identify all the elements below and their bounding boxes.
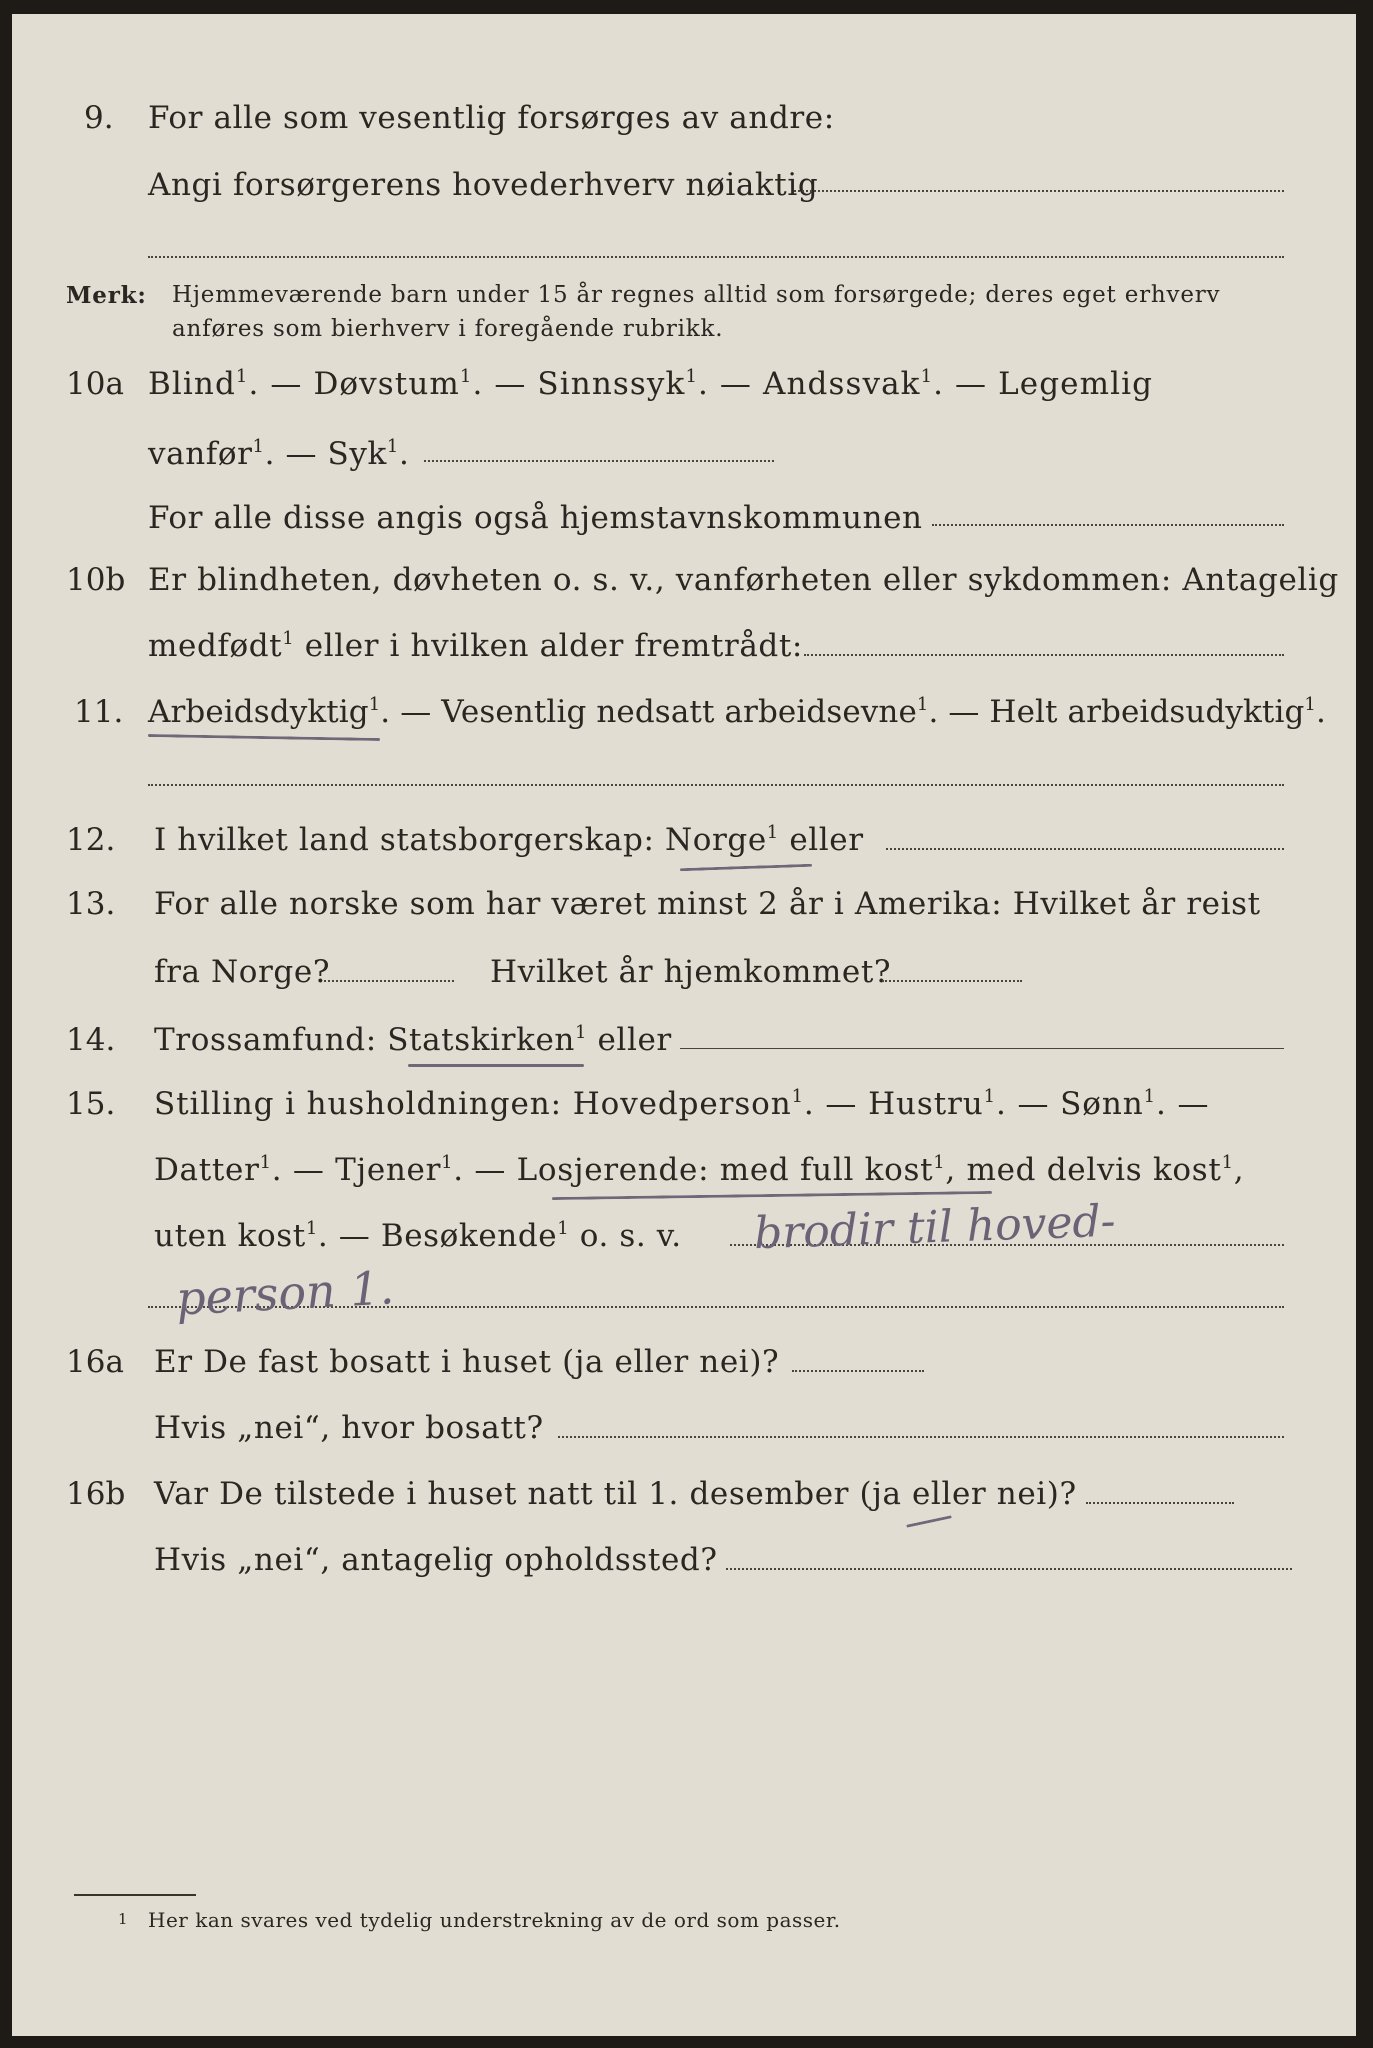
q15-line1: Stilling i husholdningen: Hovedperson$^1$. — Hustru$^1$. — Sønn$^1$. — xyxy=(154,1086,1210,1122)
q16b-number: 16b xyxy=(66,1476,126,1512)
census-form-page xyxy=(12,14,1356,2036)
q10b-line1: Er blindheten, døvheten o. s. v., vanførheten eller sykdommen: Antagelig xyxy=(148,562,1339,598)
q11-line: Arbeidsdyktig$^1$. — Vesentlig nedsatt arbeidsevne$^1$. — Helt arbeidsudyktig$^1$. xyxy=(148,694,1326,730)
q15-pencil-underline xyxy=(552,1191,992,1200)
q9-line2: Angi forsørgerens hovederhverv nøiaktig xyxy=(148,167,819,203)
q10a-line2: vanfør$^1$. — Syk$^1$. xyxy=(148,436,410,472)
q16a-line1: Er De fast bosatt i huset (ja eller nei)? xyxy=(154,1344,780,1380)
q13-number: 13. xyxy=(66,886,116,922)
q10b-number: 10b xyxy=(66,562,126,598)
q12-answer-line[interactable] xyxy=(886,848,1284,850)
q11-pencil-underline xyxy=(148,734,380,741)
q12-number: 12. xyxy=(66,822,116,858)
q14-number: 14. xyxy=(66,1022,116,1058)
q10a-hjemstavn-answer-line[interactable] xyxy=(932,524,1284,526)
q15-line2: Datter$^1$. — Tjener$^1$. — Losjerende: med full kost$^1$, med delvis kost$^1$, xyxy=(154,1152,1245,1188)
merk-line1: Hjemmeværende barn under 15 år regnes alltid som forsørgede; deres eget erhverv xyxy=(172,282,1221,308)
q10a-number: 10a xyxy=(66,366,124,402)
q16b-opholdssted-answer-line[interactable] xyxy=(726,1568,1292,1570)
q9-number: 9. xyxy=(84,100,114,136)
q12-line: I hvilket land statsborgerskap: Norge$^1$ eller xyxy=(154,822,864,858)
q9-answer-line-2[interactable] xyxy=(148,256,1284,258)
merk-label: Merk: xyxy=(66,282,147,309)
q13-line2a: fra Norge? xyxy=(154,954,331,990)
q16b-pencil-mark xyxy=(906,1515,952,1527)
q10a-line1: Blind$^1$. — Døvstum$^1$. — Sinnssyk$^1$. — Andssvak$^1$. — Legemlig xyxy=(148,366,1154,402)
q14-line: Trossamfund: Statskirken$^1$ eller xyxy=(154,1022,672,1058)
q11-number: 11. xyxy=(74,694,124,730)
q10a-syk-answer-line[interactable] xyxy=(424,460,774,462)
q13-hjemkommet-answer-line[interactable] xyxy=(882,980,1022,982)
q14-pencil-underline xyxy=(408,1064,584,1067)
q10b-line2: medfødt$^1$ eller i hvilken alder fremtrådt: xyxy=(148,628,803,664)
q16b-line1: Var De tilstede i huset natt til 1. desember (ja eller nei)? xyxy=(154,1476,1077,1512)
merk-line2: anføres som bierhverv i foregående rubrikk. xyxy=(172,316,724,342)
q10b-answer-line[interactable] xyxy=(804,654,1284,656)
footnote-marker: 1 xyxy=(118,1910,129,1928)
footnote-rule xyxy=(74,1894,196,1896)
q15-handwriting-line2: person 1. xyxy=(174,1260,396,1326)
q14-answer-line[interactable] xyxy=(680,1048,1284,1049)
q9-answer-line[interactable] xyxy=(794,190,1284,192)
q16b-answer-line[interactable] xyxy=(1086,1502,1234,1504)
q15-line3: uten kost$^1$. — Besøkende$^1$ o. s. v. xyxy=(154,1218,682,1254)
q16b-line2: Hvis „nei“, antagelig opholdssted? xyxy=(154,1542,718,1578)
q16a-answer-line[interactable] xyxy=(792,1370,924,1372)
q10a-line3: For alle disse angis også hjemstavnskommunen xyxy=(148,500,923,536)
q11-answer-line[interactable] xyxy=(148,784,1284,786)
q15-number: 15. xyxy=(66,1086,116,1122)
q13-reist-answer-line[interactable] xyxy=(324,980,454,982)
q16a-bosatt-answer-line[interactable] xyxy=(558,1436,1284,1438)
q13-line2b: Hvilket år hjemkommet? xyxy=(490,954,892,990)
q12-pencil-underline xyxy=(680,864,812,872)
q16a-line2: Hvis „nei“, hvor bosatt? xyxy=(154,1410,544,1446)
footnote-text: Her kan svares ved tydelig understrekning av de ord som passer. xyxy=(148,1908,841,1932)
q9-line1: For alle som vesentlig forsørges av andre: xyxy=(148,100,835,136)
q15-handwriting-line1: brodir til hoved- xyxy=(753,1195,1117,1260)
q13-line1: For alle norske som har været minst 2 år i Amerika: Hvilket år reist xyxy=(154,886,1261,922)
q16a-number: 16a xyxy=(66,1344,124,1380)
